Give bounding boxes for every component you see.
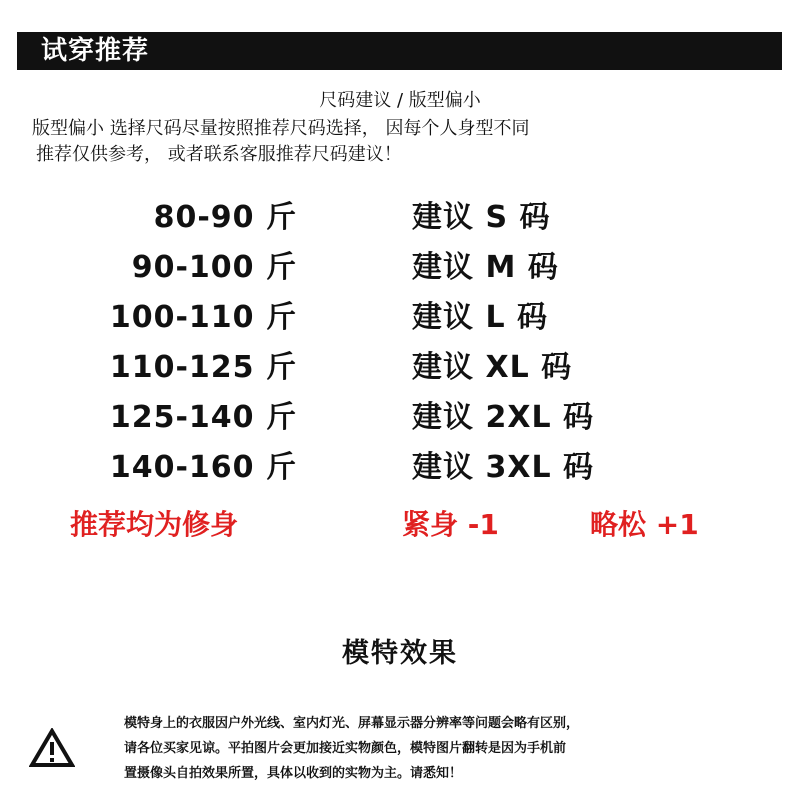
weight-range: 110-125 斤 [109, 350, 297, 385]
size-row [0, 396, 800, 446]
size-advice: 建议 XL 码 [412, 350, 573, 385]
disclaimer-text [124, 711, 579, 786]
fit-note-tight: 紧身 -1 [402, 508, 499, 541]
size-row [0, 296, 800, 346]
model-effect-title: 模特效果 [342, 638, 458, 669]
size-row [0, 246, 800, 296]
size-advice: 建议 2XL 码 [412, 400, 595, 435]
size-advice: 建议 S 码 [412, 200, 551, 235]
size-row [0, 446, 800, 496]
weight-range: 125-140 斤 [109, 400, 297, 435]
intro-line-2: 推荐仅供参考， 或者联系客服推荐尺码建议！ [36, 144, 402, 165]
fit-note-slim: 推荐均为修身 [70, 508, 239, 541]
size-advice: 建议 3XL 码 [412, 450, 595, 485]
warning-triangle-icon [29, 728, 75, 768]
disclaimer-line: 模特身上的衣服因户外光线、室内灯光、屏幕显示器分辨率等问题会略有区别， [124, 716, 580, 731]
fit-note-loose: 略松 +1 [590, 508, 699, 541]
disclaimer-line: 请各位买家见谅。平拍图片会更加接近实物颜色，模特图片翻转是因为手机前 [124, 741, 567, 756]
page-title: 试穿推荐 [41, 36, 150, 66]
size-advice: 建议 M 码 [412, 250, 559, 285]
weight-range: 140-160 斤 [109, 450, 297, 485]
weight-range: 80-90 斤 [153, 200, 297, 235]
size-subtitle: 尺码建议 / 版型偏小 [319, 90, 481, 111]
size-row [0, 196, 800, 246]
header-banner [17, 32, 782, 70]
weight-range: 100-110 斤 [109, 300, 297, 335]
size-advice: 建议 L 码 [412, 300, 549, 335]
disclaimer-line: 置摄像头自拍效果所置，具体以收到的实物为主。请悉知！ [124, 766, 463, 781]
intro-line-1: 版型偏小 选择尺码尽量按照推荐尺码选择， 因每个人身型不同 [32, 118, 530, 139]
size-table [0, 196, 800, 496]
size-row [0, 346, 800, 396]
weight-range: 90-100 斤 [131, 250, 297, 285]
